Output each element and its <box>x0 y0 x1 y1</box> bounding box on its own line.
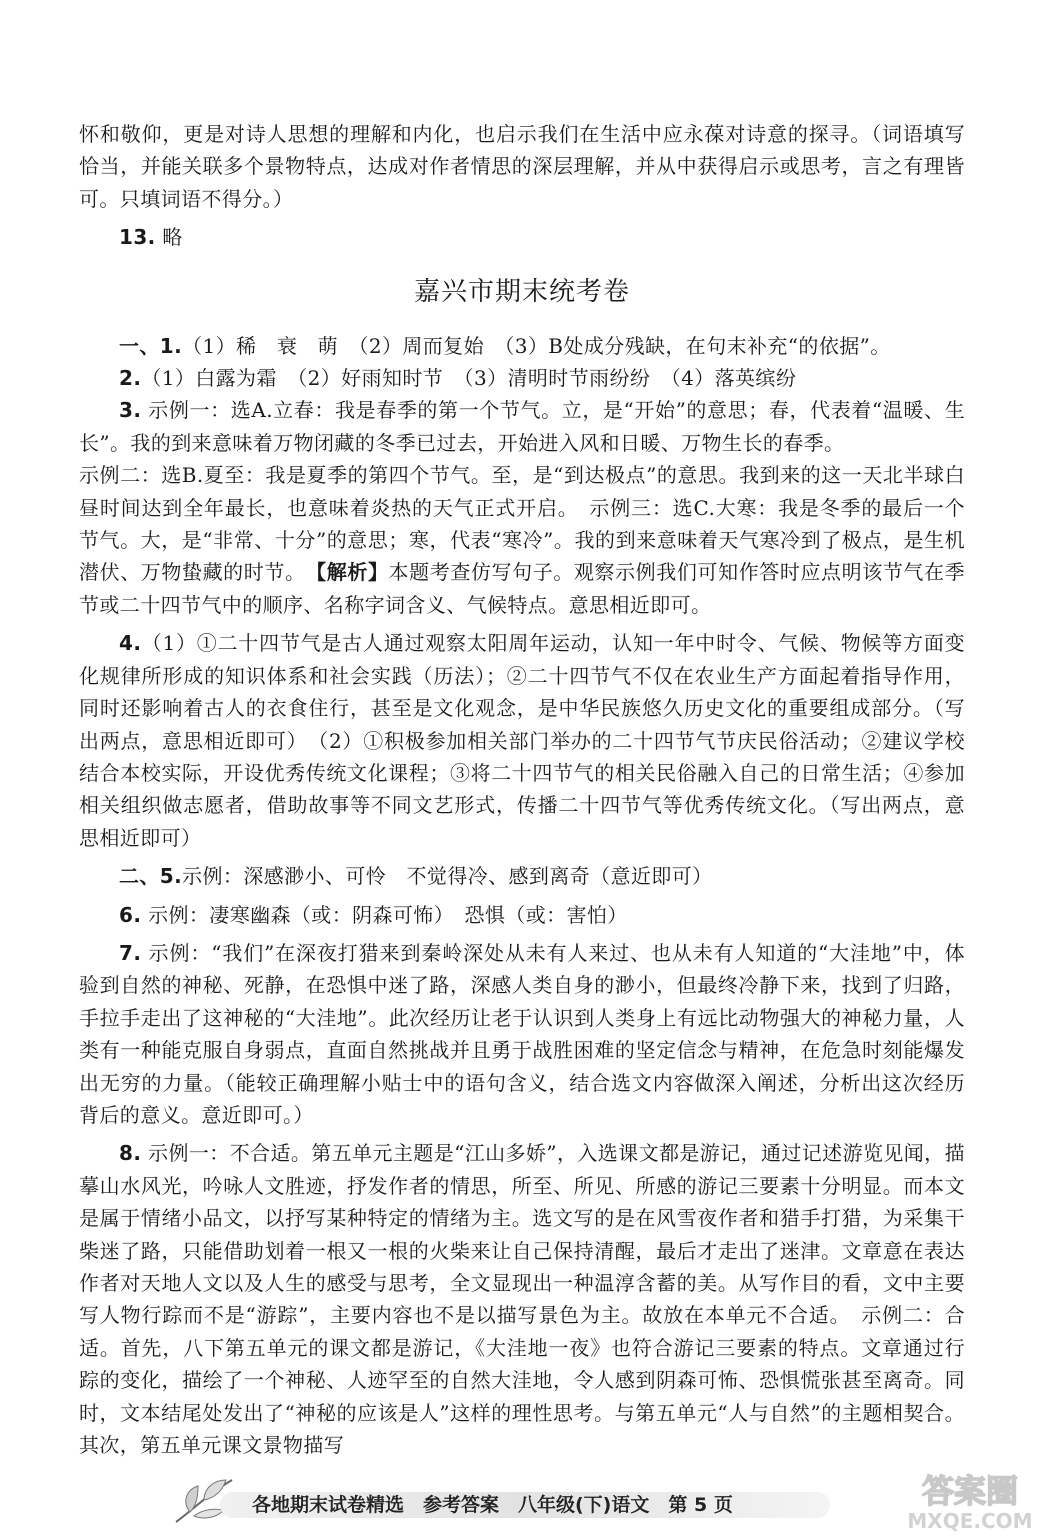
answer-text: 示例二：选B.夏至：我是夏季的第四个节气。至，是“到达极点”的意思。我到来的这一天北半球白昼时间达到全年最长，也意味着炎热的天气正式开启。 示例三：选C.大寒：我是冬季的最后一个节气。大，是“非常、十分”的意思；寒，代表“寒冷”。我的到来意味着天气寒冷到了极点，是生机潜伏、万物蛰藏的时节。 <box>79 463 965 585</box>
answer-1 <box>79 330 965 362</box>
question-number: 3. <box>119 398 142 423</box>
section-title: 嘉兴市期末统考卷 <box>413 276 630 307</box>
answer-text: 示例一：选A.立春：我是春季的第一个节气。立，是“开始”的意思；春，代表着“温暖、生长”。我的到来意味着万物闭藏的冬季已过去，开始进入风和日暖、万物生长的春季。 <box>79 398 965 455</box>
answer-4 <box>79 627 965 854</box>
analysis-text: 本题考查仿写句子。观察示例我们可知作答时应点明该节气在季节或二十四节气中的顺序、名称字词含义、气候特点。意思相近即可。 <box>79 560 966 617</box>
answer-text: （1）白露为霜 （2）好雨知时节 （3）清明时节雨纷纷 （4）落英缤纷 <box>141 366 797 391</box>
question-number: 4. <box>119 631 142 656</box>
answer-8 <box>79 1137 965 1461</box>
answer-text: 略 <box>162 225 183 250</box>
watermark-logo <box>895 1468 1045 1534</box>
answer-text: 示例：“我们”在深夜打猎来到秦岭深处从未有人来过、也从未有人知道的“大洼地”中，体验到自然的神秘、死静，在恐惧中迷了路，深感人类自身的渺小，但最终冷静下来，找到了归路，手拉手走出了这神秘的“大洼地”。此次经历让老于认识到人类身上有远比动物强大的神秘力量，人类有一种能克服自身弱点，直面自然挑战并且勇于战胜困难的坚定信念与精神，在危急时刻能爆发出无穷的力量。（能较正确理解小贴士中的语句含义，结合选文内容做深入阐述，分析出这次经历背后的意义。意近即可。） <box>79 940 965 1127</box>
watermark-top: 答案圈 <box>921 1472 1019 1510</box>
analysis-label: 【解析】 <box>316 560 389 585</box>
footer-text: 各地期末试卷精选 参考答案 八年级(下)语文 第 5 页 <box>252 1494 733 1516</box>
question-number: 6. <box>119 902 142 927</box>
answer-6 <box>79 899 965 931</box>
question-number: 13. <box>119 225 156 250</box>
question-number: 8. <box>119 1141 142 1166</box>
answer-13 <box>79 221 965 253</box>
answer-content <box>79 118 965 1461</box>
answer-3-continued <box>79 459 965 621</box>
question-number: 2. <box>119 366 142 391</box>
answer-text: （1）①二十四节气是古人通过观察太阳周年运动，认知一年中时令、气候、物候等方面变化规律所形成的知识体系和社会实践（历法）；②二十四节气不仅在农业生产方面起着指导作用，同时还影响着古人的衣食住行，甚至是文化观念，是中华民族悠久历史文化的重要组成部分。（写出两点，意思相近即可） （2）①积极参加相关部门举办的二十四节气节庆民俗活动；②建议学校结合本校实际，开设优秀传统文化课程；③将二十四节气的相关民俗融入自己的日常生活；④参加相关组织做志愿者，借助故事等不同文艺形式，传播二十四节气等优秀传统文化。（写出两点，意思相近即可） <box>79 631 965 850</box>
answer-text: 示例一：不合适。第五单元主题是“江山多娇”，入选课文都是游记，通过记述游览见闻，描摹山水风光，吟咏人文胜迹，抒发作者的情思，所至、所见、所感的游记三要素十分明显。而本文是属于情绪小品文，以抒写某种特定的情绪为主。选文写的是在风雪夜作者和猎手打猎，为采集干柴迷了路，只能借助划着一根又一根的火柴来让自己保持清醒，最后才走出了迷津。文章意在表达作者对天地人文以及人生的感受与思考，全文显现出一种温淳含蓄的美。从写作目的看，文中主要写人物行踪而不是“游踪”，主要内容也不是以描写景色为主。故放在本单元不合适。 示例二：合适。首先，八下第五单元的课文都是游记，《大洼地一夜》也符合游记三要素的特点。文章通过行踪的变化，描绘了一个神秘、人迹罕至的自然大洼地，令人感到阴森可怖、恐惧慌张甚至离奇。同时，文本结尾处发出了“神秘的应该是人”这样的理性思考。与第五单元“人与自然”的主题相契合。其次，第五单元课文景物描写 <box>79 1141 965 1458</box>
answer-5 <box>79 860 965 892</box>
answer-text: 示例：凄寒幽森（或：阴森可怖） 恐惧（或：害怕） <box>148 902 628 927</box>
page-footer <box>150 1484 850 1528</box>
paragraph-continuation: 怀和敬仰，更是对诗人思想的理解和内化，也启示我们在生活中应永葆对诗意的探寻。（词语填写恰当，并能关联多个景物特点，达成对作者情思的深层理解，并从中获得启示或思考，言之有理皆可。只填词语不得分。） <box>79 122 965 211</box>
question-number: 一、1. <box>119 333 183 358</box>
answer-2 <box>79 362 965 394</box>
question-number: 7. <box>119 940 142 965</box>
answer-text: （1）稀 衰 萌 （2）周而复始 （3）B处成分残缺，在句末补充“的依据”。 <box>182 333 891 358</box>
answer-3 <box>79 394 965 459</box>
answer-7 <box>79 937 965 1131</box>
question-number: 二、5. <box>119 864 183 889</box>
watermark-bottom: MXQE.COM <box>907 1509 1033 1533</box>
answer-text: 示例：深感渺小、可怜 不觉得冷、感到离奇（意近即可） <box>182 864 713 889</box>
